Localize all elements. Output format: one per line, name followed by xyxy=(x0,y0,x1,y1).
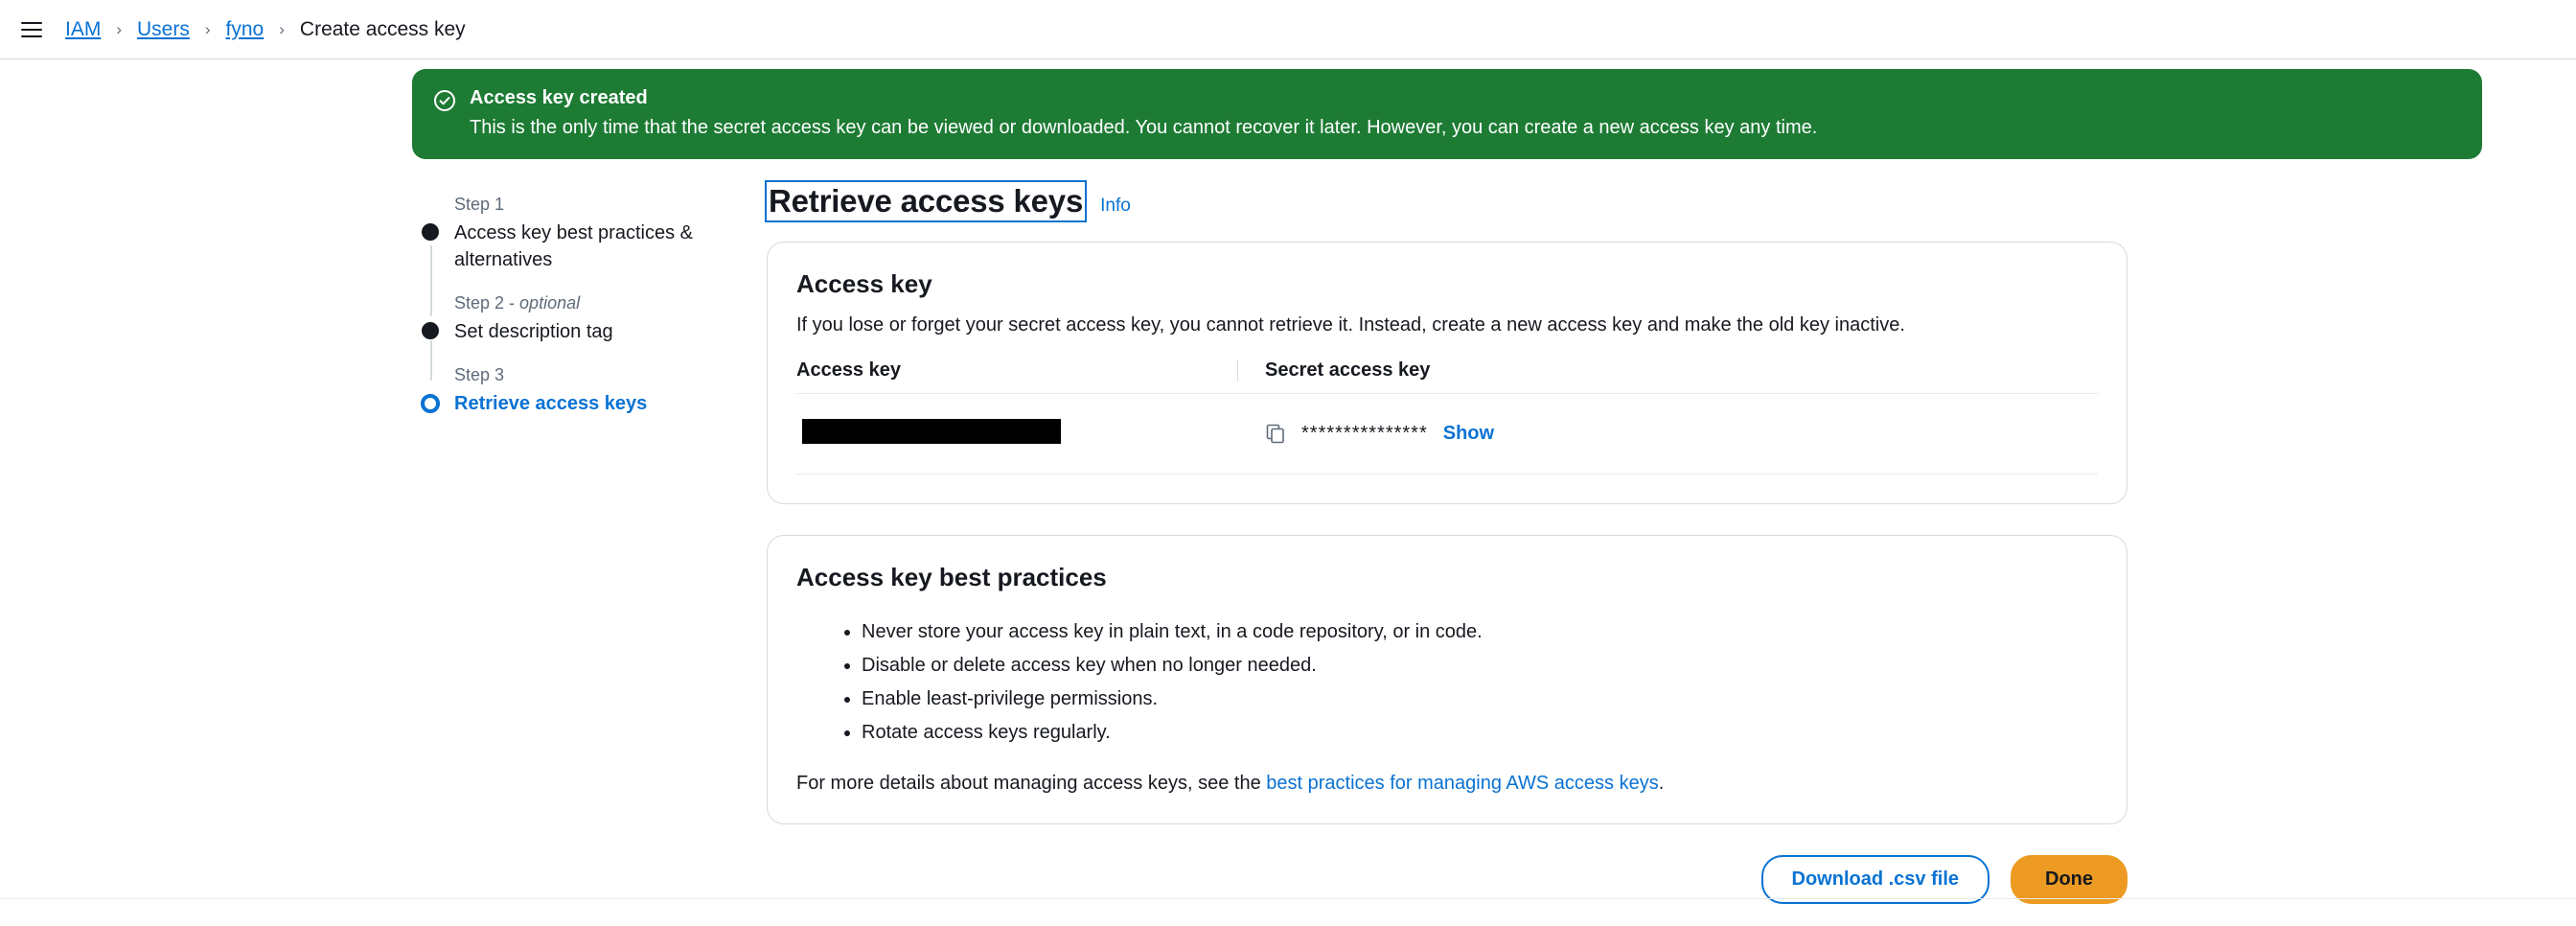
step-dot-icon xyxy=(422,223,439,241)
step-3-label: Step 3 xyxy=(454,365,505,384)
best-practices-footer xyxy=(796,773,2098,795)
best-practices-footer-prefix: For more details about managing access keys, see the xyxy=(796,772,1267,794)
column-header-secret-access-key: Secret access key xyxy=(1265,359,1431,381)
wizard-steps xyxy=(412,192,738,421)
copy-icon[interactable] xyxy=(1265,423,1286,444)
flash-body: This is the only time that the secret access key can be viewed or downloaded. You cannot recover it later. However, you can create a new access key any time. xyxy=(470,117,1818,138)
wizard-step-1[interactable] xyxy=(412,192,738,273)
best-practices-doc-link[interactable]: best practices for managing AWS access keys xyxy=(1266,772,1659,794)
breadcrumb-separator-icon: › xyxy=(279,19,285,38)
best-practices-list xyxy=(796,617,2098,748)
list-item: • Rotate access keys regularly. xyxy=(862,718,2098,748)
step-2-label xyxy=(454,290,738,316)
secret-access-key-cell xyxy=(1265,423,1494,445)
access-key-card-title: Access key xyxy=(796,268,932,298)
info-link[interactable]: Info xyxy=(1100,195,1131,216)
download-csv-button[interactable]: Download .csv file xyxy=(1761,855,1990,904)
show-secret-button[interactable]: Show xyxy=(1442,422,1495,444)
breadcrumb-item-iam[interactable]: IAM xyxy=(65,17,102,40)
best-practices-footer-suffix: . xyxy=(1658,772,1665,794)
access-key-table-row xyxy=(796,394,2098,475)
step-3-title: Retrieve access keys xyxy=(454,393,648,414)
step-dot-icon xyxy=(422,322,439,339)
step-2-title: Set description tag xyxy=(454,321,613,342)
footer-actions xyxy=(767,855,2128,904)
breadcrumb-item-fyno[interactable]: fyno xyxy=(225,17,264,40)
list-item: • Enable least-privilege permissions. xyxy=(862,684,2098,714)
access-key-table-header xyxy=(796,359,2098,394)
step-1-title: Access key best practices & alternatives xyxy=(454,222,693,270)
secret-access-key-masked: *************** xyxy=(1301,422,1428,444)
page-title: Retrieve access keys xyxy=(769,183,1084,219)
access-key-value-cell xyxy=(796,419,1237,449)
top-navigation-bar xyxy=(0,0,2576,59)
done-button[interactable]: Done xyxy=(2011,855,2128,904)
flash-title: Access key created xyxy=(470,87,648,108)
bottom-divider xyxy=(0,898,2576,899)
wizard-step-2[interactable] xyxy=(412,290,738,345)
access-key-card-description: If you lose or forget your secret access key, you cannot retrieve it. Instead, create a new access key and make the old key inactive. xyxy=(796,313,1905,336)
wizard-step-3[interactable] xyxy=(412,362,738,417)
best-practices-card xyxy=(767,535,2128,824)
step-2-optional-text: optional xyxy=(519,293,581,313)
step-2-label-text: Step 2 - xyxy=(454,293,520,313)
access-key-table xyxy=(796,359,2098,475)
breadcrumb-separator-icon: › xyxy=(116,19,123,38)
step-dot-current-icon xyxy=(421,394,440,413)
success-check-icon xyxy=(433,89,456,140)
step-1-label: Step 1 xyxy=(454,195,505,214)
best-practices-title: Access key best practices xyxy=(796,562,1107,591)
hamburger-icon[interactable] xyxy=(15,13,48,46)
breadcrumb-item-users[interactable]: Users xyxy=(137,17,190,40)
success-flash-message xyxy=(412,69,2482,159)
column-divider xyxy=(1237,359,1238,382)
list-item: • Never store your access key in plain text, in a code repository, or in code. xyxy=(862,617,2098,647)
list-item: • Disable or delete access key when no longer needed. xyxy=(862,651,2098,681)
panel-column xyxy=(767,182,2128,904)
access-key-redacted-value xyxy=(802,419,1061,444)
column-header-access-key: Access key xyxy=(796,359,901,381)
breadcrumb-separator-icon: › xyxy=(204,19,211,38)
page-title-row xyxy=(767,182,2128,220)
access-key-card xyxy=(767,242,2128,504)
breadcrumb xyxy=(65,18,466,41)
breadcrumb-item-current: Create access key xyxy=(299,17,466,40)
